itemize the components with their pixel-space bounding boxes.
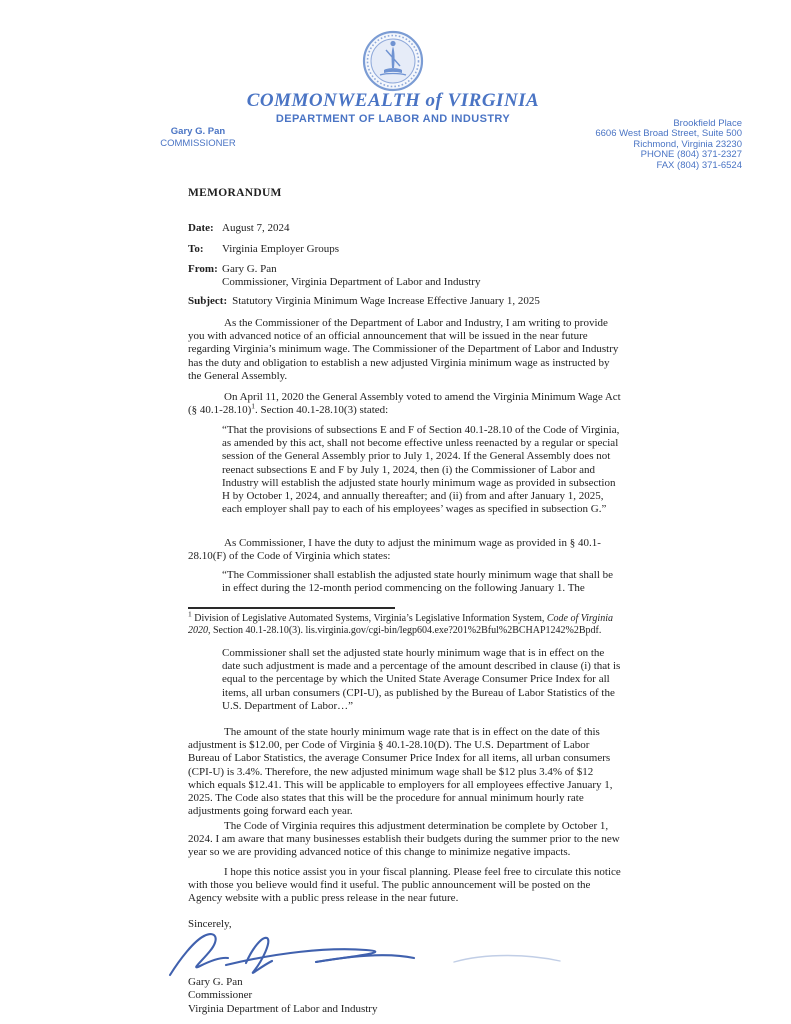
body-paragraph-4: The amount of the state hourly minimum wage rate that is in effect on the date of this adjustment is $12.00, per Code of Virginia § 40.1-28.10(D). The U.S. Department of Labor Bureau of Labor Statistics, the average Consumer Price Index for all items, all urban consumers (CPI-U) is 3.4%. Therefore, the new adjusted minimum wage shall be $12 plus 3.4% of $12 which equals $12.41. This will be applicable to employers for all employees effective January 1, 2025. The Code also states that this will be the procedure for annual minimum hourly rate adjustments going forward each year. (188, 726, 613, 818)
commissioner-title: COMMISSIONER (160, 137, 236, 149)
paragraph-2-text: On April 11, 2020 the General Assembly voted to amend the Virginia Minimum Wage Act (§ 40.1-28.10) (188, 391, 621, 417)
body-paragraph-1: As the Commissioner of the Department of Labor and Industry, I am writing to provide you with advanced notice of an official announcement that will be issued in the near future regarding Virginia’s minimum wage. The Commissioner of the Department of Labor and Industry has the duty and obligation to establish a new adjusted Virginia minimum wage as instructed by the General Assembly. (188, 317, 619, 382)
address-line: FAX (804) 371-6524 (656, 159, 742, 171)
footnote-number: 1 (188, 609, 192, 619)
letterhead-commissioner-block (140, 126, 256, 149)
to-label: To: (188, 243, 204, 255)
address-line: PHONE (804) 371-2327 (640, 149, 742, 161)
letterhead-org-title: COMMONWEALTH of VIRGINIA (246, 90, 540, 111)
letterhead-address-block (595, 119, 742, 171)
statute-quote-1: “That the provisions of subsections E and F of Section 40.1-28.10 of the Code of Virginia, as amended by this act, shall not become effective unless reenacted by a regular or special session of the General Assembly prior to July 1, 2024. If the General Assembly does not reenact subsections E and F by July 1, 2024, then (i) the Commissioner of Labor and Industry will establish the adjusted state hourly minimum wage as provided in subsection H by October 1, 2024, and annually thereafter; and (ii) from and after January 1, 2025, each employer shall pay to each of his employees’ wages as specified in subsection G.” (222, 424, 620, 516)
from-value-line2: Commissioner, Virginia Department of Labor and Industry (222, 276, 481, 289)
footnote-citation-title: Code of Virginia 2020 (188, 613, 613, 637)
date-value: August 7, 2024 (222, 222, 290, 234)
virginia-state-seal-icon (362, 30, 424, 97)
memo-field-date (188, 222, 622, 235)
from-label: From: (188, 263, 218, 275)
from-value-line1: Gary G. Pan (222, 263, 277, 275)
statute-quote-2-part-a: “The Commissioner shall establish the adjusted state hourly minimum wage that shall be in effect during the 12-month period commencing on the following January 1. The (222, 569, 614, 595)
date-label: Date: (188, 222, 214, 234)
letterhead-department: DEPARTMENT OF LABOR AND INDUSTRY (275, 113, 511, 125)
letterhead-seal (0, 30, 786, 97)
footnote-separator-rule (188, 607, 395, 609)
statute-quote-2-part-b: Commissioner shall set the adjusted state hourly minimum wage that is in effect on the date such adjustment is made and a percentage of the amount described in clause (i) that is equal to the percentage by which the United State Average Consumer Price Index for all items, all urban consumers (CPI-U), as published by the Bureau of Labor Statistics of the U.S. Department of Labor…” (222, 647, 621, 712)
memo-title: MEMORANDUM (188, 187, 282, 199)
signature-block (188, 976, 622, 1016)
memo-field-from (188, 263, 622, 289)
footnote-text: Division of Legislative Automated Systems, Virginia’s Legislative Information System, (191, 613, 547, 624)
paragraph-2-text-after: . Section 40.1-28.10(3) stated: (255, 404, 389, 417)
memo-field-to (188, 243, 622, 256)
footnote-reference-mark: 1 (251, 401, 255, 411)
signer-org: Virginia Department of Labor and Industry (188, 1002, 378, 1015)
signer-title: Commissioner (188, 989, 253, 1002)
commissioner-name: Gary G. Pan (170, 126, 226, 137)
memo-field-subject (188, 295, 622, 308)
body-paragraph-6: I hope this notice assist you in your fiscal planning. Please feel free to circulate this notice with those you believe would find it useful. The public announcement will be posted on the Agency website with a public press release in the near future. (188, 866, 621, 905)
body-paragraph-5: The Code of Virginia requires this adjustment determination be complete by October 1, 2024. I am aware that many businesses establish their budgets during the summer prior to the new year so we are providing advanced notice of this change to minimize negative impacts. (188, 820, 620, 859)
signer-name: Gary G. Pan (188, 976, 243, 988)
address-line: Brookfield Place (673, 118, 742, 129)
body-paragraph-3: As Commissioner, I have the duty to adjust the minimum wage as provided in § 40.1-28.10(F) of the Code of Virginia which states: (188, 537, 601, 563)
subject-label: Subject: (188, 295, 228, 307)
footnote-text-after: , Section 40.1-28.10(3). lis.virginia.gov/cgi-bin/legp604.exe?201%2Bful%2BCHAP1242%2Bpdf. (208, 625, 602, 637)
address-line: 6606 West Broad Street, Suite 500 (595, 128, 742, 140)
closing-salutation: Sincerely, (188, 918, 232, 930)
to-value: Virginia Employer Groups (222, 243, 340, 255)
footnote-block (188, 609, 622, 637)
body-paragraph-2 (188, 391, 622, 417)
address-line: Richmond, Virginia 23230 (633, 138, 742, 150)
subject-value: Statutory Virginia Minimum Wage Increase Effective January 1, 2025 (232, 295, 540, 307)
